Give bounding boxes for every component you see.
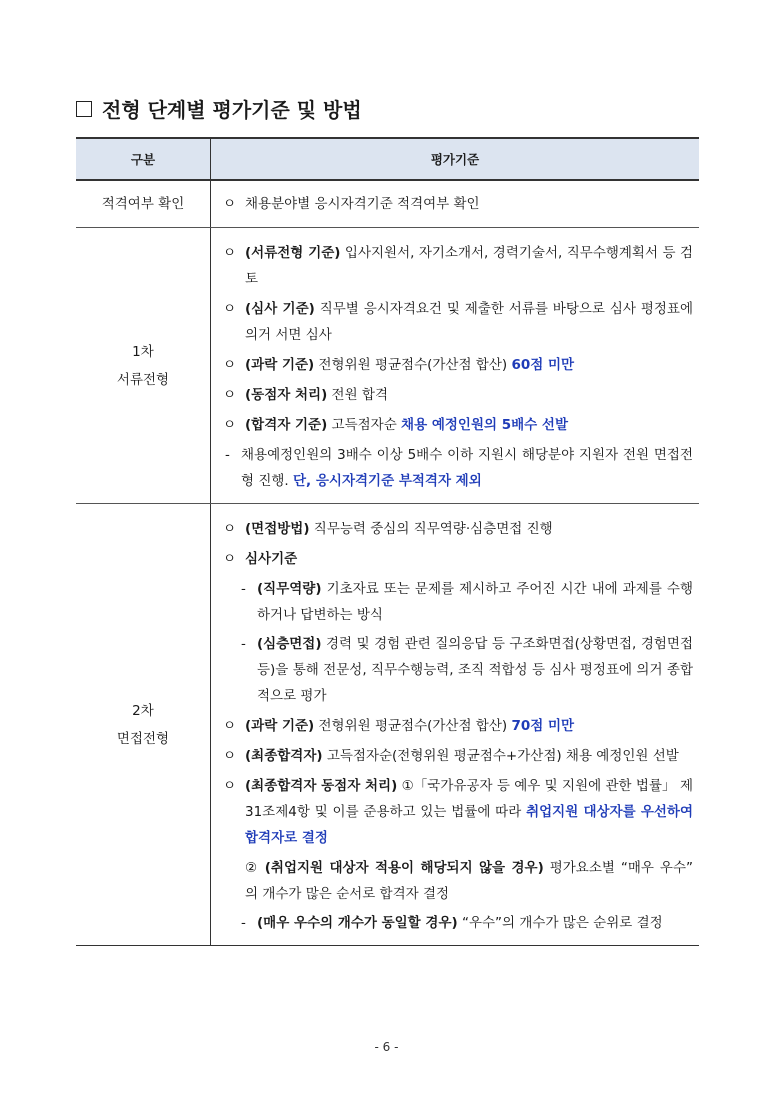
bullet-icon: ㅇ <box>223 718 237 734</box>
table-row <box>76 504 699 946</box>
list-item: ㅇ (면접방법) 직무능력 중심의 직무역량·심층면접 진행 <box>223 516 693 542</box>
list-item: ㅇ (심사 기준) 직무별 응시자격요건 및 제출한 서류를 바탕으로 심사 평정표에 의거 서면 심사 <box>223 296 693 348</box>
evaluation-table <box>76 137 699 946</box>
bullet-icon: ㅇ <box>223 196 237 212</box>
list-item: ㅇ (최종합격자) 고득점자순(전형위원 평균점수+가산점) 채용 예정인원 선발 <box>223 743 693 769</box>
list-item: ㅇ (서류전형 기준) 입사지원서, 자기소개서, 경력기술서, 직무수행계획서 등 검토 <box>223 240 693 292</box>
list-item: ㅇ 심사기준 <box>223 546 693 572</box>
row-category: 적격여부 확인 <box>76 180 211 228</box>
bullet-icon: ㅇ <box>223 778 237 794</box>
row-category: 2차 면접전형 <box>76 504 211 946</box>
paragraph: ② (취업지원 대상자 적용이 해당되지 않을 경우) 평가요소별 “매우 우수” 의 개수가 많은 순서로 합격자 결정 <box>245 860 693 902</box>
row-category: 1차 서류전형 <box>76 228 211 504</box>
title-text: 전형 단계별 평가기준 및 방법 <box>102 98 362 122</box>
header-criteria: 평가기준 <box>211 138 700 180</box>
bullet-icon: ㅇ <box>223 521 237 537</box>
page-number: - 6 - <box>374 1040 399 1054</box>
table-row <box>76 228 699 504</box>
list-item: ㅇ 채용분야별 응시자격기준 적격여부 확인 <box>223 191 693 217</box>
checkbox-square-icon <box>76 101 92 117</box>
sub-item: - (매우 우수의 개수가 동일할 경우) “우수”의 개수가 많은 순위로 결정 <box>241 915 663 931</box>
list-item: ㅇ (동점자 처리) 전원 합격 <box>223 382 693 408</box>
table-header-row <box>76 138 699 180</box>
list-item: ㅇ (합격자 기준) 고득점자순 채용 예정인원의 5배수 선발 <box>223 412 693 438</box>
bullet-icon: ㅇ <box>223 245 237 261</box>
sub-item: - (직무역량) 기초자료 또는 문제를 제시하고 주어진 시간 내에 과제를 수행하거나 답변하는 방식 <box>241 581 693 623</box>
bullet-icon: ㅇ <box>223 301 237 317</box>
bullet-icon: ㅇ <box>223 417 237 433</box>
bullet-icon: ㅇ <box>223 748 237 764</box>
bullet-icon: ㅇ <box>223 357 237 373</box>
bullet-icon: ㅇ <box>223 387 237 403</box>
list-item: ㅇ (최종합격자 동점자 처리) ①「국가유공자 등 예우 및 지원에 관한 법률」 제31조제4항 및 이를 준용하고 있는 법률에 따라 취업지원 대상자를 우선하여 합격자로 결정 <box>223 773 693 851</box>
sub-note: - 채용예정인원의 3배수 이상 5배수 이하 지원시 해당분야 지원자 전원 면접전형 진행. 단, 응시자격기준 부적격자 제외 <box>225 447 693 489</box>
sub-item: - (심층면접) 경력 및 경험 관련 질의응답 등 구조화면접(상황면접, 경험면접 등)을 통해 전문성, 직무수행능력, 조직 적합성 등 심사 평정표에 의거 종합적으로 평가 <box>241 636 693 704</box>
page-title <box>76 94 362 123</box>
list-item: ㅇ (과락 기준) 전형위원 평균점수(가산점 합산) 60점 미만 <box>223 352 693 378</box>
header-category: 구분 <box>76 138 211 180</box>
bullet-icon: ㅇ <box>223 551 237 567</box>
table-row <box>76 180 699 228</box>
list-item: ㅇ (과락 기준) 전형위원 평균점수(가산점 합산) 70점 미만 <box>223 713 693 739</box>
